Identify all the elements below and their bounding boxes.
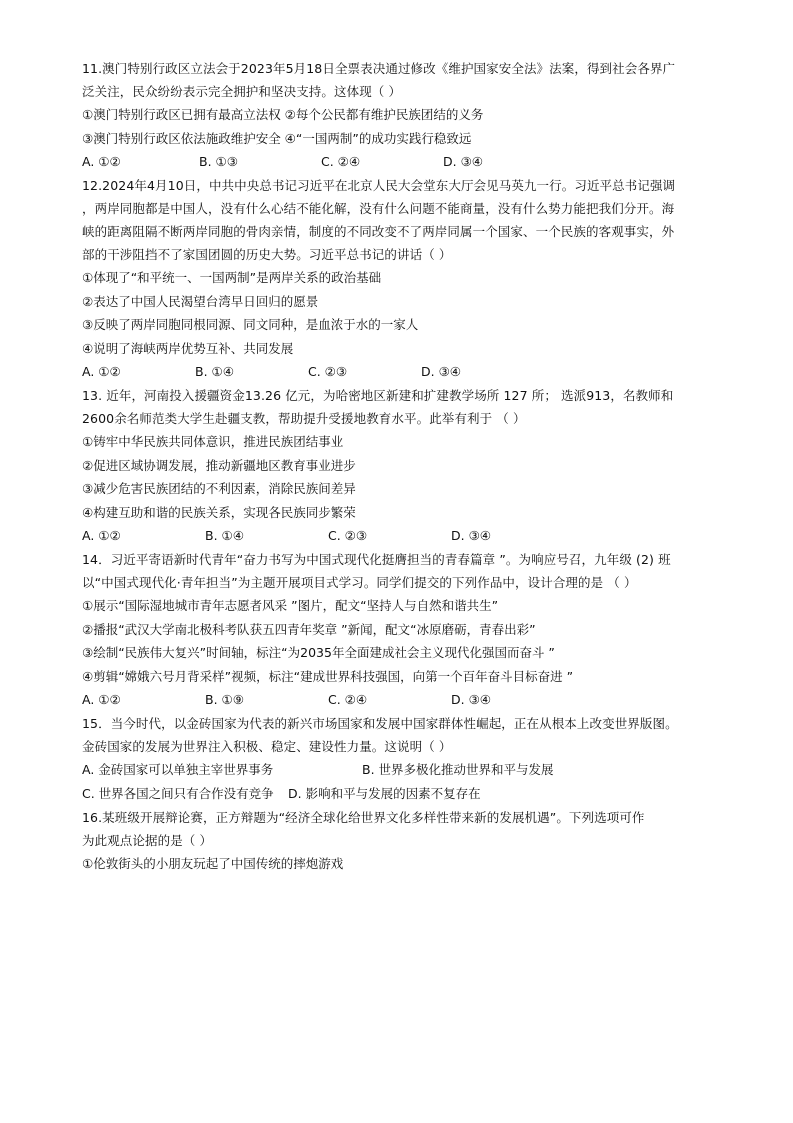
question-14 bbox=[82, 548, 722, 712]
stem-line: 15．当今时代，以金砖国家为代表的新兴市场国家和发展中国家群体性崛起，正在从根本上改变世界版图。 bbox=[82, 716, 678, 731]
statement-option: ④剪辑“嫦娥六号月背采样”视频，标注“建成世界科技强国，向第一个百年奋斗目标奋进 ” bbox=[82, 668, 574, 684]
choice-b: B. ①④ bbox=[205, 528, 244, 543]
answer-choices bbox=[82, 360, 722, 384]
question-16 bbox=[82, 806, 722, 876]
choice-c: C. ②④ bbox=[321, 154, 361, 169]
statement-option: ④构建互助和谐的民族关系，实现各民族同步繁荣 bbox=[82, 504, 356, 520]
statement-option: ③减少危害民族团结的不利因素，消除民族间差异 bbox=[82, 481, 356, 496]
choice-b: B. ①④ bbox=[195, 364, 234, 379]
statement-option: ③澳门特别行政区依法施政维护安全 ④“一国两制”的成功实践行稳致远 bbox=[82, 130, 472, 146]
choice-d: D. 影响和平与发展的因素不复存在 bbox=[288, 786, 481, 801]
question-stem bbox=[82, 57, 722, 103]
choice-a: A. 金砖国家可以单独主宰世界事务 bbox=[82, 762, 274, 777]
choice-b: B. ①⑨ bbox=[205, 692, 244, 707]
choice-b: B. 世界多极化推动世界和平与发展 bbox=[362, 762, 554, 777]
question-list bbox=[82, 57, 722, 876]
choice-d: D. ③④ bbox=[443, 154, 483, 169]
question-12 bbox=[82, 174, 722, 384]
stem-line: 2600余名师范类大学生赴疆支教，帮助提升受援地教育水平。此举有利于 （ ） bbox=[82, 411, 526, 426]
stem-line: 11.澳门特别行政区立法会于2023年5月18日全票表决通过修改《维护国家安全法》法案，得到社会各界广 bbox=[82, 61, 676, 76]
question-11 bbox=[82, 57, 722, 174]
statement-option: ①澳门特别行政区已拥有最高立法权 ②每个公民都有维护民族团结的义务 bbox=[82, 107, 484, 122]
choice-d: D. ③④ bbox=[421, 364, 461, 379]
answer-choices-row-2 bbox=[82, 782, 722, 806]
stem-line: 16.某班级开展辩论赛，正方辩题为“经济全球化给世界文化多样性带来新的发展机遇”。下列选项可作 bbox=[82, 810, 645, 825]
statement-option: ①铸牢中华民族共同体意识，推进民族团结事业 bbox=[82, 434, 344, 449]
question-stem bbox=[82, 806, 722, 852]
question-13 bbox=[82, 384, 722, 548]
stem-line: 峡的距离阻隔不断两岸同胞的骨肉亲情，制度的不同改变不了两岸同属一个国家、一个民族的客观事实，外 bbox=[82, 224, 675, 239]
choice-c: C. ②③ bbox=[328, 528, 368, 543]
statement-option: ③反映了两岸同胞同根同源、同文同种，是血浓于水的一家人 bbox=[82, 317, 419, 332]
statement-option: ②促进区域协调发展，推动新疆地区教育事业进步 bbox=[82, 457, 356, 473]
statement-option: ①体现了“和平统一、一国两制”是两岸关系的政治基础 bbox=[82, 270, 382, 285]
stem-line: 以“中国式现代化·青年担当”为主题开展项目式学习。同学们提交的下列作品中，设计合理的是 （ ） bbox=[82, 575, 637, 590]
stem-line: 部的干涉阻挡不了家国团圆的历史大势。习近平总书记的讲话（ ） bbox=[82, 247, 452, 262]
statement-option: ③绘制“民族伟大复兴”时间轴，标注“为2035年全面建成社会主义现代化强国而奋斗 ” bbox=[82, 645, 555, 660]
statement-option: ①伦敦街头的小朋友玩起了中国传统的摔炮游戏 bbox=[82, 856, 344, 871]
choice-c: C. ②④ bbox=[328, 692, 368, 707]
choice-b: B. ①③ bbox=[199, 154, 238, 169]
question-stem bbox=[82, 174, 722, 266]
choice-a: A. ①② bbox=[82, 154, 121, 169]
stem-line: 13. 近年，河南投入援疆资金13.26 亿元，为哈密地区新建和扩建教学场所 127 所； 选派913，名教师和 bbox=[82, 388, 674, 403]
choice-c: C. ②③ bbox=[308, 364, 348, 379]
question-15 bbox=[82, 712, 722, 806]
question-stem bbox=[82, 548, 722, 594]
answer-choices bbox=[82, 150, 722, 174]
stem-line: 12.2024年4月10日，中共中央总书记习近平在北京人民大会堂东大厅会见马英九一行。习近平总书记强调 bbox=[82, 178, 676, 193]
choice-a: A. ①② bbox=[82, 364, 121, 379]
choice-a: A. ①② bbox=[82, 692, 121, 707]
choice-d: D. ③④ bbox=[451, 692, 491, 707]
question-stem bbox=[82, 384, 722, 430]
statement-option: ④说明了海峡两岸优势互补、共同发展 bbox=[82, 340, 294, 356]
stem-line: ，两岸同胞都是中国人，没有什么心结不能化解，没有什么问题不能商量，没有什么势力能把我们分开。海 bbox=[82, 201, 675, 216]
statement-option: ①展示“国际湿地城市青年志愿者风采 ”图片，配文“坚持人与自然和谐共生” bbox=[82, 598, 499, 613]
stem-line: 泛关注，民众纷纷表示完全拥护和坚决支持。这体现（ ） bbox=[82, 84, 402, 99]
answer-choices bbox=[82, 688, 722, 712]
answer-choices-row-1 bbox=[82, 758, 722, 782]
choice-d: D. ③④ bbox=[451, 528, 491, 543]
choice-a: A. ①② bbox=[82, 528, 121, 543]
statement-option: ②表达了中国人民渴望台湾早日回归的愿景 bbox=[82, 293, 319, 309]
stem-line: 金砖国家的发展为世界注入积极、稳定、建设性力量。这说明（ ） bbox=[82, 739, 452, 754]
stem-line: 14．习近平寄语新时代青年“奋力书写为中国式现代化挺膺担当的青春篇章 ”。为响应号召，九年级 (2) 班 bbox=[82, 552, 671, 567]
stem-line: 为此观点论据的是（ ） bbox=[82, 833, 213, 848]
statement-option: ②播报“武汉大学南北极科考队获五四青年奖章 ”新闻，配文“冰原磨砺，青春出彩” bbox=[82, 621, 536, 637]
question-stem bbox=[82, 712, 722, 758]
choice-c: C. 世界各国之间只有合作没有竞争 bbox=[82, 786, 274, 801]
answer-choices bbox=[82, 524, 722, 548]
